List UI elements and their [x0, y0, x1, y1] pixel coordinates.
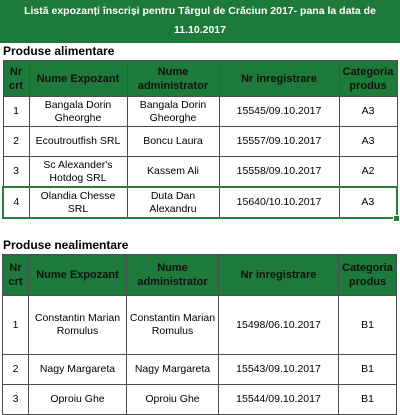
cell-expozant[interactable]: Constantin Marian Romulus: [29, 296, 127, 355]
cell-nr[interactable]: 3: [3, 385, 29, 415]
cell-inregistrare[interactable]: 15544/09.10.2017: [219, 385, 339, 415]
cell-categorie[interactable]: A3: [339, 97, 397, 127]
cell-categorie[interactable]: B1: [339, 355, 397, 385]
table-row-selected[interactable]: [3, 187, 397, 218]
cell-admin[interactable]: Bangala Dorin Gheorghe: [127, 97, 219, 127]
cell-admin[interactable]: Kassem Ali: [127, 157, 219, 188]
cell-nr[interactable]: 2: [3, 355, 29, 385]
cell-expozant[interactable]: Oproiu Ghe: [29, 385, 127, 415]
cell-nr[interactable]: 3: [3, 157, 29, 188]
cell-inregistrare[interactable]: 15557/09.10.2017: [219, 127, 339, 157]
cell-admin[interactable]: Duta Dan Alexandru: [127, 187, 219, 218]
header-nr-inregistrare[interactable]: Nr inregistrare: [219, 61, 339, 97]
cell-admin[interactable]: Oproiu Ghe: [127, 385, 219, 415]
header-nr-crt[interactable]: Nr crt: [3, 255, 29, 296]
header-nume-administrator[interactable]: Nume administrator: [127, 61, 219, 97]
sheet-title-line1: Listă expozanți înscriși pentru Târgul de Crăciun 2017- pana la data de: [24, 5, 376, 17]
cell-inregistrare[interactable]: 15545/09.10.2017: [219, 97, 339, 127]
sheet-title-line2: 11.10.2017: [174, 24, 226, 36]
table-row: [3, 127, 397, 157]
section-label-alimentare[interactable]: Produse alimentare: [3, 44, 115, 58]
cell-inregistrare[interactable]: 15558/09.10.2017: [219, 157, 339, 188]
cell-admin[interactable]: Constantin Marian Romulus: [127, 296, 219, 355]
cell-expozant[interactable]: Sc Alexander's Hotdog SRL: [29, 157, 127, 188]
header-nume-expozant[interactable]: Nume Expozant: [29, 255, 127, 296]
section-label-nealimentare[interactable]: Produse nealimentare: [3, 238, 129, 252]
header-nr-crt[interactable]: Nr crt: [3, 61, 29, 97]
cell-categorie[interactable]: A3: [339, 127, 397, 157]
cell-inregistrare[interactable]: 15498/06.10.2017: [219, 296, 339, 355]
selection-fill-handle[interactable]: [393, 215, 400, 222]
header-categoria-produs[interactable]: Categoria produs: [339, 255, 397, 296]
table-row: [3, 355, 397, 385]
table-nealimentare: [2, 254, 397, 415]
header-nr-inregistrare[interactable]: Nr inregistrare: [219, 255, 339, 296]
table-row: [3, 157, 397, 188]
table-row: [3, 296, 397, 355]
sheet-title[interactable]: [0, 0, 400, 43]
cell-expozant[interactable]: Nagy Margareta: [29, 355, 127, 385]
table-row: [3, 97, 397, 127]
cell-inregistrare[interactable]: 15543/09.10.2017: [219, 355, 339, 385]
table-header-row: [3, 61, 397, 97]
cell-categorie[interactable]: B1: [339, 385, 397, 415]
cell-nr[interactable]: 2: [3, 127, 29, 157]
cell-nr[interactable]: 1: [3, 296, 29, 355]
cell-nr[interactable]: 4: [3, 187, 29, 218]
cell-expozant[interactable]: Ecoutroutfish SRL: [29, 127, 127, 157]
table-alimentare: [2, 60, 398, 219]
header-nume-administrator[interactable]: Nume administrator: [127, 255, 219, 296]
cell-admin[interactable]: Nagy Margareta: [127, 355, 219, 385]
cell-categorie[interactable]: B1: [339, 296, 397, 355]
cell-inregistrare[interactable]: 15640/10.10.2017: [219, 187, 339, 218]
cell-admin[interactable]: Boncu Laura: [127, 127, 219, 157]
cell-expozant[interactable]: Olandia Chesse SRL: [29, 187, 127, 218]
table-header-row: [3, 255, 397, 296]
header-nume-expozant[interactable]: Nume Expozant: [29, 61, 127, 97]
cell-categorie[interactable]: A2: [339, 157, 397, 188]
cell-expozant[interactable]: Bangala Dorin Gheorghe: [29, 97, 127, 127]
header-categoria-produs[interactable]: Categoria produs: [339, 61, 397, 97]
cell-nr[interactable]: 1: [3, 97, 29, 127]
cell-categorie[interactable]: A3: [339, 187, 397, 218]
